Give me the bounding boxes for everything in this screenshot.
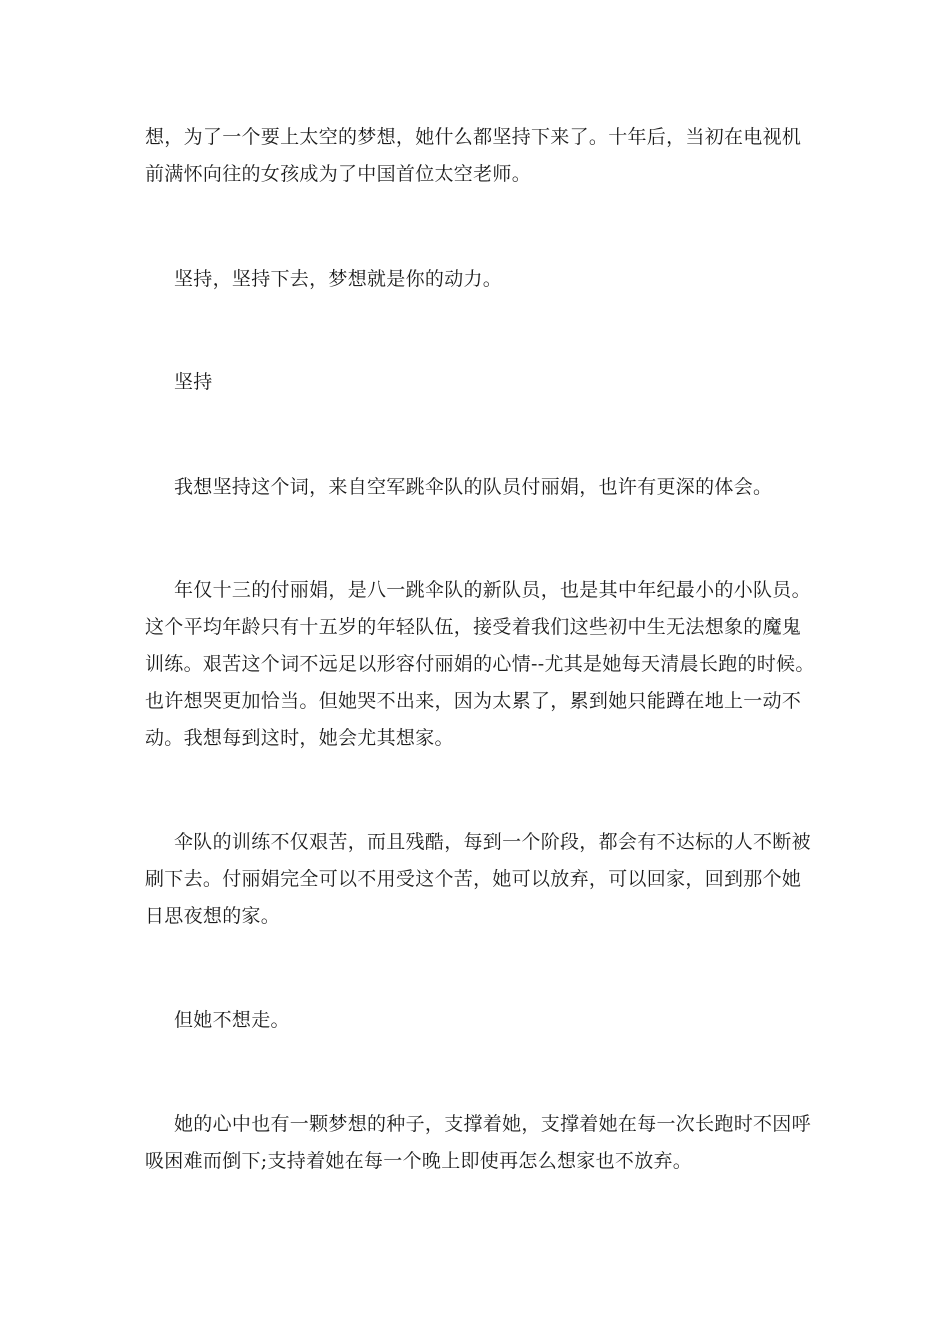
paragraph-6-line-1: 伞队的训练不仅艰苦，而且残酷，每到一个阶段，都会有不达标的人不断被 <box>174 831 811 853</box>
paragraph-5-line-2: 这个平均年龄只有十五岁的年轻队伍，接受着我们这些初中生无法想象的魔鬼 <box>145 616 802 638</box>
paragraph-8-line-2: 吸困难而倒下;支持着她在每一个晚上即使再怎么想家也不放弃。 <box>145 1150 693 1172</box>
paragraph-5-line-4: 也许想哭更加恰当。但她哭不出来，因为太累了，累到她只能蹲在地上一动不 <box>145 690 802 712</box>
paragraph-6-line-3: 日思夜想的家。 <box>145 905 281 927</box>
paragraph-4-line-1: 我想坚持这个词，来自空军跳伞队的队员付丽娟，也许有更深的体会。 <box>174 476 773 498</box>
paragraph-7-line-1: 但她不想走。 <box>174 1009 290 1031</box>
paragraph-5-line-1: 年仅十三的付丽娟，是八一跳伞队的新队员，也是其中年纪最小的小队员。 <box>174 579 811 601</box>
paragraph-2-line-1: 坚持，坚持下去，梦想就是你的动力。 <box>174 268 503 290</box>
paragraph-6-line-2: 刷下去。付丽娟完全可以不用受这个苦，她可以放弃，可以回家，回到那个她 <box>145 868 802 890</box>
paragraph-8-line-1: 她的心中也有一颗梦想的种子，支撑着她，支撑着她在每一次长跑时不因呼 <box>174 1113 811 1135</box>
paragraph-1-line-1: 想，为了一个要上太空的梦想，她什么都坚持下来了。十年后，当初在电视机 <box>145 126 802 148</box>
paragraph-1-line-2: 前满怀向往的女孩成为了中国首位太空老师。 <box>145 163 532 185</box>
paragraph-5-line-5: 动。我想每到这时，她会尤其想家。 <box>145 727 454 749</box>
paragraph-5-line-3: 训练。艰苦这个词不远足以形容付丽娟的心情--尤其是她每天清晨长跑的时候。 <box>145 653 815 675</box>
paragraph-3-heading: 坚持 <box>174 371 213 393</box>
